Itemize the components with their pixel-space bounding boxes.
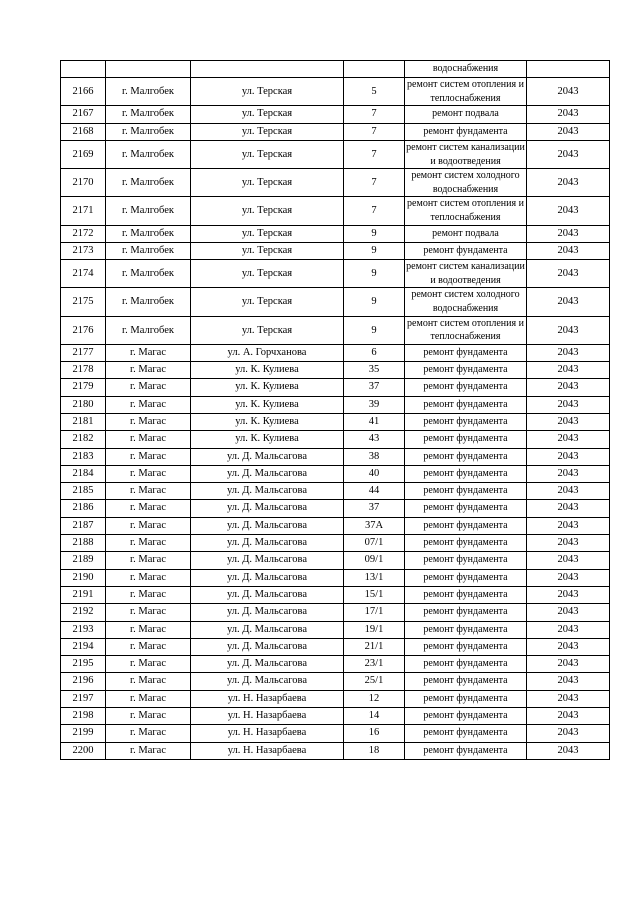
cell-street: ул. Д. Мальсагова (191, 656, 344, 673)
cell-house: 7 (344, 123, 405, 140)
cell-street: ул. К. Кулиева (191, 362, 344, 379)
cell-number: 2175 (61, 288, 106, 316)
cell-number: 2180 (61, 396, 106, 413)
cell-year: 2043 (527, 413, 610, 430)
cell-work-type: ремонт фундамента (405, 500, 527, 517)
cell-number: 2168 (61, 123, 106, 140)
cell-year: 2043 (527, 742, 610, 759)
cell-city: г. Магас (106, 483, 191, 500)
cell-number: 2173 (61, 242, 106, 259)
cell-year: 2043 (527, 638, 610, 655)
cell-work-type: ремонт фундамента (405, 569, 527, 586)
cell-number: 2191 (61, 586, 106, 603)
cell-year: 2043 (527, 123, 610, 140)
cell-year: 2043 (527, 569, 610, 586)
cell-street: ул. Терская (191, 169, 344, 197)
cell-street: ул. К. Кулиева (191, 413, 344, 430)
cell-street: ул. Н. Назарбаева (191, 742, 344, 759)
cell-city: г. Магас (106, 396, 191, 413)
table-body (61, 61, 610, 760)
table-row (61, 396, 610, 413)
cell-number: 2198 (61, 708, 106, 725)
cell-city: г. Магас (106, 517, 191, 534)
cell-number: 2185 (61, 483, 106, 500)
cell-year: 2043 (527, 690, 610, 707)
cell-street: ул. Д. Мальсагова (191, 673, 344, 690)
cell-work-type: ремонт систем канализации и водоотведения (405, 260, 527, 288)
cell-city: г. Малгобек (106, 316, 191, 344)
cell-number: 2184 (61, 465, 106, 482)
cell-year: 2043 (527, 448, 610, 465)
cell-city: г. Малгобек (106, 123, 191, 140)
cell-year: 2043 (527, 586, 610, 603)
table-row (61, 586, 610, 603)
cell-year: 2043 (527, 141, 610, 169)
cell-number: 2186 (61, 500, 106, 517)
cell-number: 2176 (61, 316, 106, 344)
cell-number: 2199 (61, 725, 106, 742)
table-row (61, 535, 610, 552)
cell-work-type: ремонт фундамента (405, 552, 527, 569)
table-row (61, 316, 610, 344)
cell-city: г. Магас (106, 638, 191, 655)
cell-house: 37А (344, 517, 405, 534)
cell-work-type: ремонт систем холодного водоснабжения (405, 288, 527, 316)
cell-street: ул. Терская (191, 316, 344, 344)
cell-city: г. Магас (106, 690, 191, 707)
cell-work-type: ремонт подвала (405, 106, 527, 123)
table-row (61, 656, 610, 673)
cell-work-type: ремонт фундамента (405, 604, 527, 621)
cell-city (106, 61, 191, 78)
cell-number: 2166 (61, 78, 106, 106)
cell-street: ул. Терская (191, 141, 344, 169)
cell-city: г. Магас (106, 413, 191, 430)
cell-year: 2043 (527, 725, 610, 742)
cell-work-type: ремонт фундамента (405, 725, 527, 742)
cell-work-type: ремонт фундамента (405, 362, 527, 379)
cell-year: 2043 (527, 604, 610, 621)
cell-year: 2043 (527, 552, 610, 569)
table-row (61, 169, 610, 197)
cell-street: ул. Д. Мальсагова (191, 552, 344, 569)
cell-work-type: ремонт фундамента (405, 708, 527, 725)
table-row (61, 197, 610, 225)
cell-house: 7 (344, 197, 405, 225)
cell-work-type: ремонт фундамента (405, 413, 527, 430)
cell-number: 2189 (61, 552, 106, 569)
cell-year: 2043 (527, 197, 610, 225)
cell-city: г. Магас (106, 535, 191, 552)
table-row (61, 362, 610, 379)
cell-work-type: ремонт фундамента (405, 673, 527, 690)
cell-house: 7 (344, 141, 405, 169)
cell-year: 2043 (527, 500, 610, 517)
cell-house: 37 (344, 500, 405, 517)
cell-number: 2194 (61, 638, 106, 655)
cell-street: ул. А. Горчханова (191, 344, 344, 361)
cell-house: 35 (344, 362, 405, 379)
cell-street: ул. К. Кулиева (191, 379, 344, 396)
cell-street: ул. Д. Мальсагова (191, 604, 344, 621)
cell-street: ул. Д. Мальсагова (191, 638, 344, 655)
cell-work-type: ремонт фундамента (405, 517, 527, 534)
cell-street: ул. Д. Мальсагова (191, 517, 344, 534)
cell-house: 23/1 (344, 656, 405, 673)
cell-work-type: ремонт фундамента (405, 742, 527, 759)
cell-house: 7 (344, 169, 405, 197)
cell-city: г. Магас (106, 673, 191, 690)
cell-year: 2043 (527, 260, 610, 288)
cell-year: 2043 (527, 106, 610, 123)
cell-city: г. Малгобек (106, 225, 191, 242)
cell-number: 2187 (61, 517, 106, 534)
table-row (61, 288, 610, 316)
cell-year: 2043 (527, 465, 610, 482)
cell-work-type: ремонт фундамента (405, 448, 527, 465)
cell-house: 9 (344, 260, 405, 288)
cell-year: 2043 (527, 242, 610, 259)
cell-work-type: ремонт фундамента (405, 535, 527, 552)
cell-number: 2172 (61, 225, 106, 242)
cell-work-type: ремонт фундамента (405, 690, 527, 707)
table-row (61, 500, 610, 517)
cell-house: 07/1 (344, 535, 405, 552)
cell-city: г. Малгобек (106, 169, 191, 197)
cell-street: ул. Д. Мальсагова (191, 535, 344, 552)
cell-house: 17/1 (344, 604, 405, 621)
cell-city: г. Магас (106, 621, 191, 638)
cell-street: ул. Терская (191, 242, 344, 259)
cell-street: ул. Терская (191, 123, 344, 140)
cell-street: ул. К. Кулиева (191, 431, 344, 448)
cell-city: г. Магас (106, 362, 191, 379)
cell-street: ул. Терская (191, 78, 344, 106)
continuation-row (61, 61, 610, 78)
table-row (61, 141, 610, 169)
table-row (61, 673, 610, 690)
cell-work-type: ремонт фундамента (405, 621, 527, 638)
cell-city: г. Магас (106, 656, 191, 673)
cell-year: 2043 (527, 288, 610, 316)
cell-work-type: ремонт фундамента (405, 242, 527, 259)
cell-house: 18 (344, 742, 405, 759)
cell-number: 2178 (61, 362, 106, 379)
cell-house: 13/1 (344, 569, 405, 586)
table-row (61, 517, 610, 534)
cell-number: 2177 (61, 344, 106, 361)
table-row (61, 604, 610, 621)
cell-work-type: ремонт фундамента (405, 379, 527, 396)
cell-house: 12 (344, 690, 405, 707)
cell-number: 2196 (61, 673, 106, 690)
cell-year: 2043 (527, 483, 610, 500)
cell-street: ул. Д. Мальсагова (191, 586, 344, 603)
cell-work-type: ремонт систем отопления и теплоснабжения (405, 78, 527, 106)
cell-house: 38 (344, 448, 405, 465)
cell-city: г. Малгобек (106, 197, 191, 225)
cell-street: ул. Терская (191, 106, 344, 123)
repair-schedule-table (60, 60, 610, 760)
cell-house: 6 (344, 344, 405, 361)
cell-number (61, 61, 106, 78)
cell-city: г. Магас (106, 708, 191, 725)
cell-year: 2043 (527, 708, 610, 725)
table-row (61, 483, 610, 500)
cell-city: г. Малгобек (106, 141, 191, 169)
cell-street: ул. Н. Назарбаева (191, 725, 344, 742)
cell-number: 2200 (61, 742, 106, 759)
cell-city: г. Магас (106, 725, 191, 742)
cell-year: 2043 (527, 225, 610, 242)
cell-year (527, 61, 610, 78)
cell-house: 09/1 (344, 552, 405, 569)
cell-city: г. Малгобек (106, 106, 191, 123)
cell-house: 39 (344, 396, 405, 413)
cell-street: ул. Д. Мальсагова (191, 483, 344, 500)
cell-work-type: ремонт фундамента (405, 586, 527, 603)
cell-street: ул. Терская (191, 288, 344, 316)
cell-city: г. Магас (106, 569, 191, 586)
table-row (61, 413, 610, 430)
cell-city: г. Магас (106, 586, 191, 603)
table-row (61, 448, 610, 465)
table-row (61, 225, 610, 242)
cell-street: ул. Д. Мальсагова (191, 448, 344, 465)
cell-number: 2174 (61, 260, 106, 288)
cell-house: 43 (344, 431, 405, 448)
cell-street: ул. Д. Мальсагова (191, 621, 344, 638)
cell-house: 7 (344, 106, 405, 123)
cell-house: 19/1 (344, 621, 405, 638)
cell-street: ул. Терская (191, 260, 344, 288)
cell-year: 2043 (527, 656, 610, 673)
table-row (61, 465, 610, 482)
cell-street: ул. Д. Мальсагова (191, 569, 344, 586)
cell-city: г. Малгобек (106, 260, 191, 288)
cell-number: 2195 (61, 656, 106, 673)
cell-city: г. Малгобек (106, 288, 191, 316)
cell-year: 2043 (527, 379, 610, 396)
cell-street: ул. Терская (191, 225, 344, 242)
cell-house: 15/1 (344, 586, 405, 603)
cell-street: ул. Н. Назарбаева (191, 690, 344, 707)
cell-year: 2043 (527, 78, 610, 106)
cell-work-type: ремонт подвала (405, 225, 527, 242)
cell-house: 9 (344, 225, 405, 242)
cell-city: г. Магас (106, 500, 191, 517)
table-row (61, 431, 610, 448)
cell-house: 14 (344, 708, 405, 725)
cell-work-type: ремонт фундамента (405, 465, 527, 482)
table-row (61, 725, 610, 742)
table-row (61, 379, 610, 396)
cell-house: 41 (344, 413, 405, 430)
table-row (61, 569, 610, 586)
cell-number: 2182 (61, 431, 106, 448)
table-row (61, 260, 610, 288)
cell-city: г. Магас (106, 552, 191, 569)
cell-number: 2190 (61, 569, 106, 586)
cell-year: 2043 (527, 673, 610, 690)
cell-year: 2043 (527, 396, 610, 413)
table-row (61, 621, 610, 638)
cell-work-type: ремонт фундамента (405, 483, 527, 500)
cell-city: г. Малгобек (106, 242, 191, 259)
cell-house: 37 (344, 379, 405, 396)
cell-year: 2043 (527, 621, 610, 638)
cell-house: 44 (344, 483, 405, 500)
cell-city: г. Магас (106, 465, 191, 482)
cell-work-type: ремонт фундамента (405, 396, 527, 413)
cell-work-type: водоснабжения (405, 61, 527, 78)
cell-year: 2043 (527, 344, 610, 361)
cell-house: 9 (344, 288, 405, 316)
cell-house: 5 (344, 78, 405, 106)
cell-work-type: ремонт систем канализации и водоотведения (405, 141, 527, 169)
cell-number: 2179 (61, 379, 106, 396)
cell-work-type: ремонт фундамента (405, 431, 527, 448)
table-row (61, 344, 610, 361)
cell-city: г. Магас (106, 379, 191, 396)
cell-city: г. Магас (106, 344, 191, 361)
table-row (61, 708, 610, 725)
cell-work-type: ремонт систем отопления и теплоснабжения (405, 197, 527, 225)
table-row (61, 123, 610, 140)
cell-house: 16 (344, 725, 405, 742)
cell-number: 2193 (61, 621, 106, 638)
cell-number: 2192 (61, 604, 106, 621)
cell-year: 2043 (527, 316, 610, 344)
cell-year: 2043 (527, 535, 610, 552)
cell-work-type: ремонт фундамента (405, 638, 527, 655)
table-row (61, 742, 610, 759)
table-row (61, 638, 610, 655)
cell-street (191, 61, 344, 78)
cell-work-type: ремонт систем отопления и теплоснабжения (405, 316, 527, 344)
cell-number: 2167 (61, 106, 106, 123)
cell-number: 2188 (61, 535, 106, 552)
cell-number: 2181 (61, 413, 106, 430)
cell-street: ул. К. Кулиева (191, 396, 344, 413)
cell-year: 2043 (527, 362, 610, 379)
cell-street: ул. Д. Мальсагова (191, 465, 344, 482)
cell-house (344, 61, 405, 78)
cell-city: г. Магас (106, 742, 191, 759)
cell-work-type: ремонт фундамента (405, 344, 527, 361)
cell-house: 40 (344, 465, 405, 482)
cell-street: ул. Д. Мальсагова (191, 500, 344, 517)
cell-number: 2183 (61, 448, 106, 465)
cell-work-type: ремонт фундамента (405, 656, 527, 673)
table-row (61, 78, 610, 106)
table-row (61, 242, 610, 259)
cell-city: г. Малгобек (106, 78, 191, 106)
table-row (61, 690, 610, 707)
table-row (61, 552, 610, 569)
cell-city: г. Магас (106, 448, 191, 465)
cell-house: 25/1 (344, 673, 405, 690)
cell-city: г. Магас (106, 431, 191, 448)
cell-city: г. Магас (106, 604, 191, 621)
cell-number: 2170 (61, 169, 106, 197)
cell-work-type: ремонт фундамента (405, 123, 527, 140)
cell-number: 2197 (61, 690, 106, 707)
cell-number: 2169 (61, 141, 106, 169)
cell-street: ул. Н. Назарбаева (191, 708, 344, 725)
cell-house: 9 (344, 316, 405, 344)
cell-year: 2043 (527, 431, 610, 448)
cell-work-type: ремонт систем холодного водоснабжения (405, 169, 527, 197)
cell-house: 21/1 (344, 638, 405, 655)
cell-year: 2043 (527, 169, 610, 197)
cell-house: 9 (344, 242, 405, 259)
table-row (61, 106, 610, 123)
cell-year: 2043 (527, 517, 610, 534)
cell-street: ул. Терская (191, 197, 344, 225)
cell-number: 2171 (61, 197, 106, 225)
